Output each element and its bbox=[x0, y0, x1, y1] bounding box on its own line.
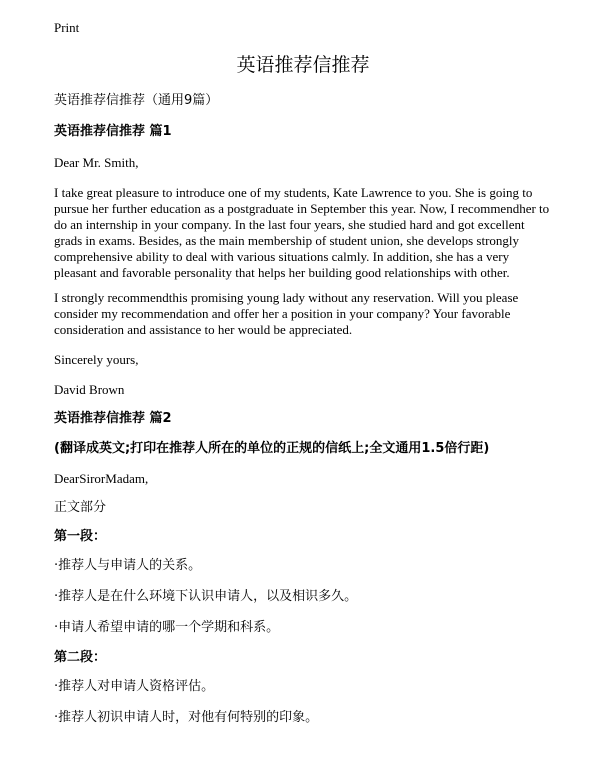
list-item: ·推荐人初识申请人时，对他有何特别的印象。 bbox=[54, 710, 319, 725]
section2-salutation: DearSirorMadam, bbox=[54, 471, 149, 486]
section2-note: (翻译成英文;打印在推荐人所在的单位的正规的信纸上;全文通用1.5倍行距) bbox=[54, 441, 490, 456]
list-item: ·申请人希望申请的哪一个学期和科系。 bbox=[54, 620, 280, 635]
section1-heading: 英语推荐信推荐 篇1 bbox=[54, 124, 172, 139]
section1-paragraph-1: I take great pleasure to introduce one of my students, Kate Lawrence to you. She is going to pursue her further education as a postgraduate in September this year. Now, I recommendher to do an internship in your company. In the last four years, she studied hard and got excellent grads in exams. Besides, as the main membership of student union, she develops strongly comprehensive ability to deal with various situations calmly. In addition, she has a very pleasant and favorable personality that helps her building good relationships with other. bbox=[54, 185, 550, 280]
section1-paragraph-2: I strongly recommendthis promising young lady without any reservation. Will you please consider my recommendation and offer her a position in your company? Your favorable consideration and assistance to her would be appreciated. bbox=[54, 290, 519, 337]
document-subtitle: 英语推荐信推荐（通用9篇） bbox=[54, 93, 219, 108]
section2-heading: 英语推荐信推荐 篇2 bbox=[54, 411, 172, 426]
section1-salutation: Dear Mr. Smith, bbox=[54, 155, 139, 170]
page-title: 英语推荐信推荐 bbox=[236, 54, 370, 76]
para2-heading: 第二段： bbox=[54, 650, 107, 665]
section1-closing: Sincerely yours, bbox=[54, 352, 139, 367]
print-link[interactable]: Print bbox=[54, 20, 80, 35]
para1-heading: 第一段： bbox=[54, 529, 107, 544]
list-item: ·推荐人与申请人的关系。 bbox=[54, 558, 202, 573]
body-label: 正文部分 bbox=[54, 500, 107, 515]
list-item: ·推荐人对申请人资格评估。 bbox=[54, 679, 215, 694]
list-item: ·推荐人是在什么环境下认识申请人，以及相识多久。 bbox=[54, 589, 358, 604]
section1-signature: David Brown bbox=[54, 382, 125, 397]
